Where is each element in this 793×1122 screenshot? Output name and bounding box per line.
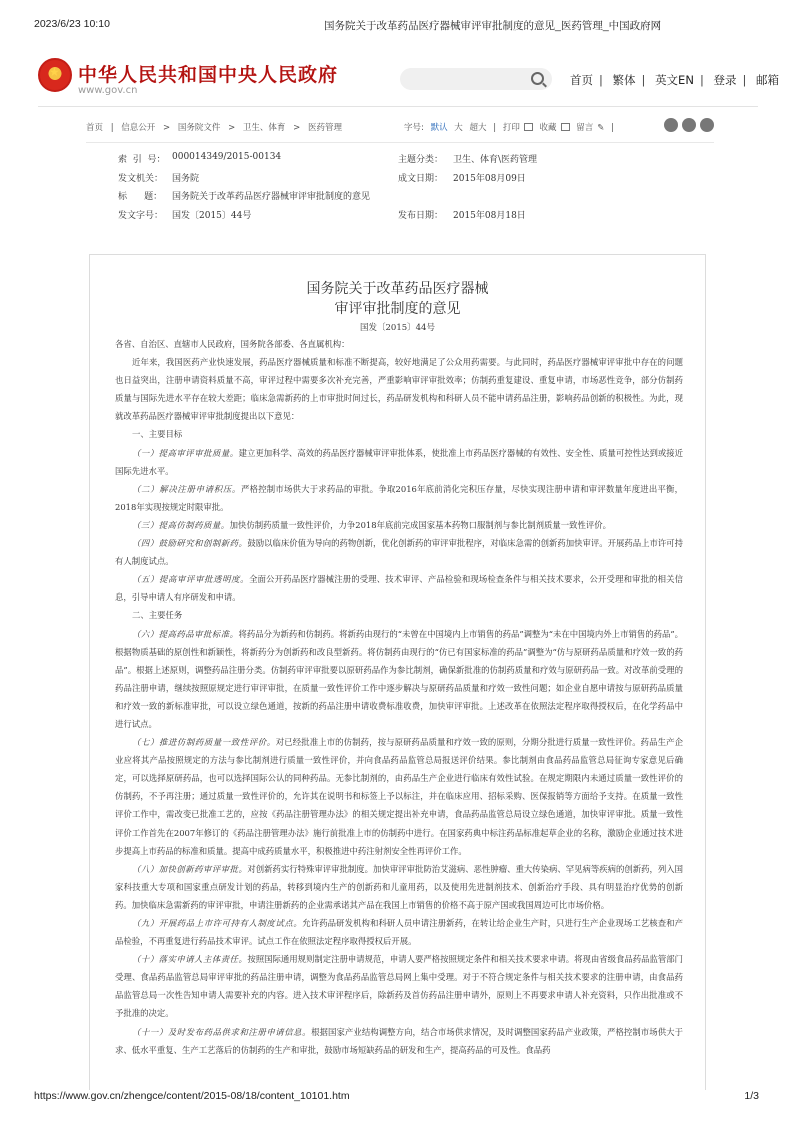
paragraph xyxy=(115,950,683,1022)
paragraph-lead: （六）提高药品审批标准。 xyxy=(132,628,239,639)
breadcrumb-sep: | xyxy=(110,123,114,133)
paragraph-lead: （九）开展药品上市许可持有人制度试点。 xyxy=(132,918,303,928)
breadcrumb-bar xyxy=(86,121,714,137)
paragraph-text: 对创新药实行特殊审评审批制度。加快审评审批防治艾滋病、恶性肿瘤、重大传染病、罕见病等疾病的创新药，列入国家科技重大专项和国家重点研发计划的药品，转移到境内生产的创新药和儿童用药，以及使用先进制剂技术、创新治疗手段、具有明显治疗优势的创新药。加快临床急需新药的审评审批，申请注册新药的企业需承诺其产品在我国上市销售的价格不高于原产国或我国周边可比市场价格。 xyxy=(115,863,684,910)
paragraph xyxy=(115,914,683,950)
meta-index-label: 索 引 号： xyxy=(118,155,166,165)
breadcrumb-health-sports[interactable]: 卫生、体育 xyxy=(242,123,286,133)
weibo-icon[interactable] xyxy=(664,118,678,132)
paragraph xyxy=(115,733,683,860)
breadcrumb-info-public[interactable]: 信息公开 xyxy=(121,123,156,133)
font-size-xlarge[interactable]: 超大 xyxy=(469,123,487,133)
print-url: https://www.gov.cn/zhengce/content/2015-08/18/content_10101.htm xyxy=(34,1090,350,1102)
print-datetime: 2023/6/23 10:10 xyxy=(34,18,110,30)
meta-pubdate-value: 2015年08月18日 xyxy=(453,210,526,221)
meta-title-label: 标 题： xyxy=(118,192,163,202)
site-header xyxy=(38,58,779,106)
paragraph-text: 鼓励以临床价值为导向的药物创新，优化创新药的审评审批程序，对临床急需的创新药加快审评。开展药品上市许可持有人制度试点。 xyxy=(115,538,684,567)
meta-topic-label: 主题分类： xyxy=(398,155,444,165)
meta-docno-value: 国发〔2015〕44号 xyxy=(172,210,252,221)
paragraph-lead: （十）落实申请人主体责任。 xyxy=(132,954,248,965)
paragraph-text: 对已经批准上市的仿制药，按与原研药品质量和疗效一致的原则，分期分批进行质量一致性评价。药品生产企业应将其产品按照规定的方法与参比制剂进行质量一致性评价，并向食品药品监管总局报送评价结果。参比制剂由食品药品监管总局征询专家意见后确定，可以选择原研药品，也可以选择国际公认的同种药品。无参比制剂的，由药品生产企业进行临床有效性试验。在规定期限内未通过质量一致性评价的仿制药，不予再注册；通过质量一致性评价的，允许其在说明书和标签上予以标注，并在临床应用、招标采购、医保报销等方面给予支持。在质量一致性评价工作中，需改变已批准工艺的，应按《药品注册管理办法》的相关规定提出补充申请，食品药品监管总局设立绿色通道，加快审评审批。质量一致性评价工作首先在2007年修订的《药品注册管理办法》施行前批准上市的仿制药中进行。在国家药典中标注药品标准起草企业的名称，激励企业通过技术进步提高上市药品的标准和质量。提高中成药质量水平，积极推进中药注射剂安全性再评价工作。 xyxy=(115,737,683,856)
paragraph-lead: （八）加快创新药审评审批。 xyxy=(132,863,248,874)
paragraph-text: 严格控制市场供大于求药品的审批。争取2016年底前消化完积压存量，尽快实现注册申请和审评数量年度进出平衡，2018年实现按规定时限审批。 xyxy=(115,483,684,512)
breadcrumb-sep: > xyxy=(163,123,171,133)
meta-title-value: 国务院关于改革药品医疗器械审评审批制度的意见 xyxy=(172,192,371,202)
comment-button[interactable]: 留言 xyxy=(576,123,594,133)
separator: | xyxy=(493,123,497,133)
favorite-star-icon[interactable] xyxy=(700,118,714,132)
breadcrumb-divider xyxy=(86,142,714,143)
print-footer xyxy=(34,1090,759,1104)
paragraph xyxy=(115,516,683,534)
search-input[interactable] xyxy=(400,68,552,90)
wechat-icon[interactable] xyxy=(682,118,696,132)
nav-link-mail[interactable]: 邮箱 xyxy=(756,73,779,87)
paragraph xyxy=(115,1023,683,1059)
meta-row xyxy=(110,152,690,171)
paragraph-lead: （十一）及时发布药品供求和注册申请信息。 xyxy=(132,1026,312,1037)
nav-link-login[interactable]: 登录 xyxy=(713,73,737,87)
section-heading: 一、主要目标 xyxy=(132,429,183,440)
separator: | xyxy=(699,73,704,87)
meta-index-value: 000014349/2015-00134 xyxy=(172,152,282,162)
breadcrumb-state-council-docs[interactable]: 国务院文件 xyxy=(177,123,221,133)
paragraph: 近年来，我国医药产业快速发展，药品医疗器械质量和标准不断提高，较好地满足了公众用药需要。与此同时，药品医疗器械审评审批中存在的问题也日益突出，注册申请资料质量不高，审评过程中需要多次补充完善，严重影响审评审批效率；仿制药重复建设、重复申请，市场恶性竞争，部分仿制药质量与国际先进水平存在较大差距；临床急需新药的上市审批时间过长，药品研发机构和科研人员不能申请药品注册，影响药品创新的积极性。为此，现就改革药品医疗器械审评审批制度提出以下意见： xyxy=(115,357,683,422)
nav-link-home[interactable]: 首页 xyxy=(570,73,593,87)
paragraph-text: 将药品分为新药和仿制药。将新药由现行的“未曾在中国境内上市销售的药品”调整为“未在中国境内外上市销售的药品”。根据物质基础的原创性和新颖性，将新药分为创新药和改良型新药。将仿制药由现行的“仿已有国家标准的药品”调整为“仿与原研药品质量和疗效一致的药品”。根据上述原则，调整药品注册分类。仿制药审评审批要以原研药品作为参比制剂，确保新批准的仿制药质量和疗效与原研药品一致。对改革前受理的药品注册申请，继续按照原规定进行审评审批，在质量一致性评价工作中逐步解决与原研药品质量和疗效一致性问题；如企业自愿申请按与原研药品质量和疗效一致的新标准审批，可以设立绿色通道，按新的药品注册申请收费标准收费，加快审评审批。上述改革在依照法定程序取得授权后，在化学药品中进行试点。 xyxy=(115,628,683,729)
paragraph-lead: （一）提高审评审批质量。 xyxy=(132,447,239,458)
top-nav-links xyxy=(566,72,783,88)
breadcrumb-sep: > xyxy=(228,123,236,133)
document-metadata xyxy=(110,152,690,226)
paragraph-lead: （三）提高仿制药质量。 xyxy=(132,519,230,530)
paragraph xyxy=(115,480,683,516)
meta-topic-value: 卫生、体育\医药管理 xyxy=(453,155,538,165)
paragraph-lead: （二）解决注册申请积压。 xyxy=(132,483,242,494)
header-divider xyxy=(38,106,758,107)
site-name[interactable]: 中华人民共和国中央人民政府 xyxy=(78,64,339,86)
section-heading: 二、主要任务 xyxy=(132,610,183,621)
nav-link-traditional[interactable]: 繁体 xyxy=(612,73,636,87)
paragraph-text: 建立更加科学、高效的药品医疗器械审评审批体系，使批准上市药品医疗器械的有效性、安全性、质量可控性达到或接近国际先进水平。 xyxy=(115,447,684,476)
paragraph-text: 允许药品研发机构和科研人员申请注册新药，在转让给企业生产时，只进行生产企业现场工艺核查和产品检验，不再重复进行药品技术审评。试点工作在依照法定程序取得授权后开展。 xyxy=(115,918,684,947)
article-body xyxy=(89,254,706,1090)
paragraph xyxy=(115,444,683,480)
print-page-title: 国务院关于改革药品医疗器械审评审批制度的意见_医药管理_中国政府网 xyxy=(324,20,662,32)
favorite-button[interactable]: 收藏 xyxy=(539,123,557,133)
salutation: 各省、自治区、直辖市人民政府，国务院各部委、各直属机构： xyxy=(115,339,350,349)
breadcrumb-home[interactable]: 首页 xyxy=(86,123,104,133)
share-icons xyxy=(660,118,714,135)
breadcrumb-sep: > xyxy=(293,123,301,133)
print-button[interactable]: 打印 xyxy=(502,123,520,133)
meta-row xyxy=(110,189,690,208)
nav-link-english[interactable]: 英文EN xyxy=(655,73,694,87)
paragraph xyxy=(115,534,683,570)
article-doc-number: 国发〔2015〕44号 xyxy=(360,323,435,333)
paragraph-lead: （四）鼓励研究和创制新药。 xyxy=(132,538,248,549)
print-header xyxy=(34,18,759,32)
separator: | xyxy=(611,123,614,133)
meta-pubdate-label: 发布日期： xyxy=(398,210,444,221)
paragraph-text: 根据国家产业结构调整方向，结合市场供求情况，及时调整国家药品产业政策，严格控制市场供大于求、低水平重复、生产工艺落后的仿制药的生产和审批，鼓励市场短缺药品的研发和生产，提高药品的可及性。食品药 xyxy=(115,1026,684,1055)
article-title-line: 审评审批制度的意见 xyxy=(334,301,461,317)
separator: | xyxy=(641,73,646,87)
national-emblem-icon[interactable] xyxy=(38,58,72,92)
meta-docno-label: 发文字号： xyxy=(118,210,164,221)
paragraph-lead: （七）推进仿制药质量一致性评价。 xyxy=(132,737,276,748)
separator: | xyxy=(742,73,747,87)
paragraph-lead: （五）提高审评审批透明度。 xyxy=(132,574,250,585)
search-icon[interactable] xyxy=(531,72,544,85)
site-url[interactable]: www.gov.cn xyxy=(78,85,138,96)
page-tools xyxy=(404,121,618,133)
font-size-label: 字号: xyxy=(404,123,424,133)
paragraph xyxy=(115,570,683,606)
paragraph-text: 加快仿制药质量一致性评价，力争2018年底前完成国家基本药物口服制剂与参比制剂质量一致性评价。 xyxy=(229,519,612,530)
paragraph-text: 按照国际通用规则制定注册申请规范，申请人要严格按照规定条件和相关技术要求申请。将现由省级食品药品监管部门受理、食品药品监管总局审评审批的药品注册申请，调整为食品药品监管总局网上集中受理。对于不符合规定条件与相关技术要求的注册申请，由食品药品监管总局一次性告知申请人需要补充的内容。进入技术审评程序后，除新药及首仿药品注册申请外，原则上不再要求申请人补充资料，只作出批准或不予批准的决定。 xyxy=(115,954,684,1019)
meta-issuer-label: 发文机关： xyxy=(118,173,164,184)
meta-issuer-value: 国务院 xyxy=(172,173,200,184)
separator: | xyxy=(599,73,603,87)
font-size-large[interactable]: 大 xyxy=(454,123,463,133)
paragraph xyxy=(115,625,683,734)
paragraph-text: 全面公开药品医疗器械注册的受理、技术审评、产品检验和现场检查条件与相关技术要求，公开受理和审批的相关信息，引导申请人有序研发和申请。 xyxy=(115,574,684,603)
article-title xyxy=(90,279,705,319)
pencil-icon[interactable]: ✎ xyxy=(597,123,605,133)
meta-row xyxy=(110,171,690,190)
paragraph xyxy=(115,860,683,914)
meta-date-label: 成文日期： xyxy=(398,173,444,184)
star-icon[interactable] xyxy=(561,123,570,131)
font-size-default[interactable]: 默认 xyxy=(430,123,448,133)
breadcrumb-medicine-management[interactable]: 医药管理 xyxy=(307,123,342,133)
meta-row xyxy=(110,208,690,227)
print-icon[interactable] xyxy=(524,123,533,131)
article-text xyxy=(115,335,683,1059)
article-title-line: 国务院关于改革药品医疗器械 xyxy=(306,281,489,297)
meta-date-value: 2015年08月09日 xyxy=(453,173,526,184)
breadcrumb xyxy=(86,123,347,133)
print-page-number: 1/3 xyxy=(744,1090,759,1102)
